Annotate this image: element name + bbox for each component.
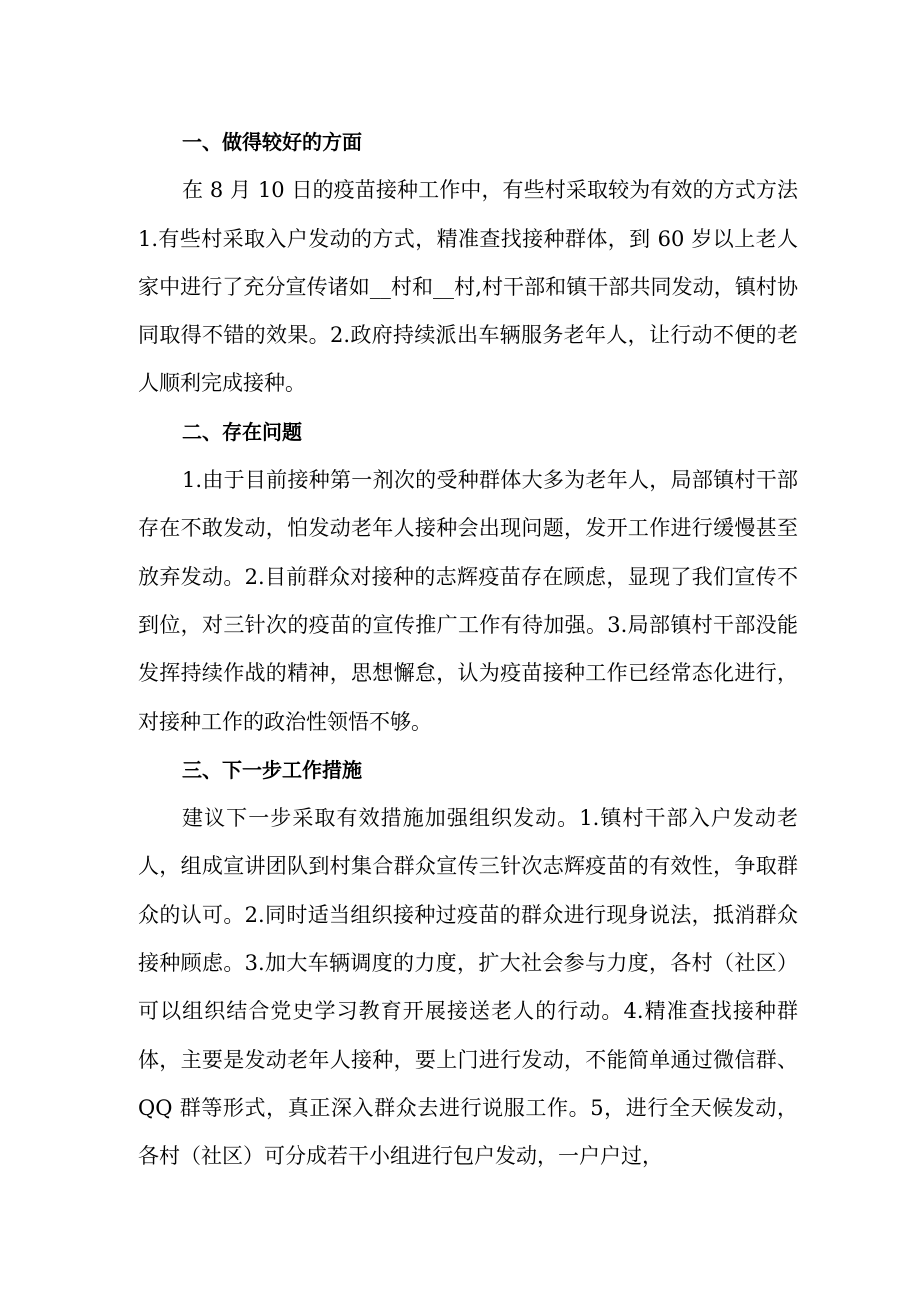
section-paragraph-1: 在 8 月 10 日的疫苗接种工作中，有些村采取较为有效的方式方法 1.有些村采取入户发动的方式，精准查找接种群体，到 60 岁以上老人家中进行了充分宣传诸如__村和__村,村干部和镇干部共同发动，镇村协同取得不错的效果。2.政府持续派出车辆服务老年人，让行动不便的老人顺利完成接种。 [138, 178, 798, 396]
section-heading-1: 一、做得较好的方面 [182, 130, 362, 154]
document-body [138, 118, 798, 1181]
section-paragraph-3: 建议下一步采取有效措施加强组织发动。1.镇村干部入户发动老人，组成宣讲团队到村集合群众宣传三针次志辉疫苗的有效性，争取群众的认可。2.同时适当组织接种过疫苗的群众进行现身说法，抵消群众接种顾虑。3.加大车辆调度的力度，扩大社会参与力度，各村（社区）可以组织结合党史学习教育开展接送老人的行动。4.精准查找接种群体，主要是发动老年人接种，要上门进行发动，不能简单通过微信群、QQ 群等形式，真正深入群众去进行说服工作。5，进行全天候发动，各村（社区）可分成若干小组进行包户发动，一户户过， [138, 806, 798, 1169]
section-heading-3: 三、下一步工作措施 [182, 757, 362, 782]
section-heading-2: 二、存在问题 [182, 419, 302, 444]
section-paragraph-2: 1.由于目前接种第一剂次的受种群体大多为老年人，局部镇村干部存在不敢发动，怕发动老年人接种会出现问题，发开工作进行缓慢甚至放弃发动。2.目前群众对接种的志辉疫苗存在顾虑，显现了我们宣传不到位，对三针次的疫苗的宣传推广工作有待加强。3.局部镇村干部没能发挥持续作战的精神，思想懈怠，认为疫苗接种工作已经常态化进行，对接种工作的政治性领悟不够。 [138, 468, 798, 734]
